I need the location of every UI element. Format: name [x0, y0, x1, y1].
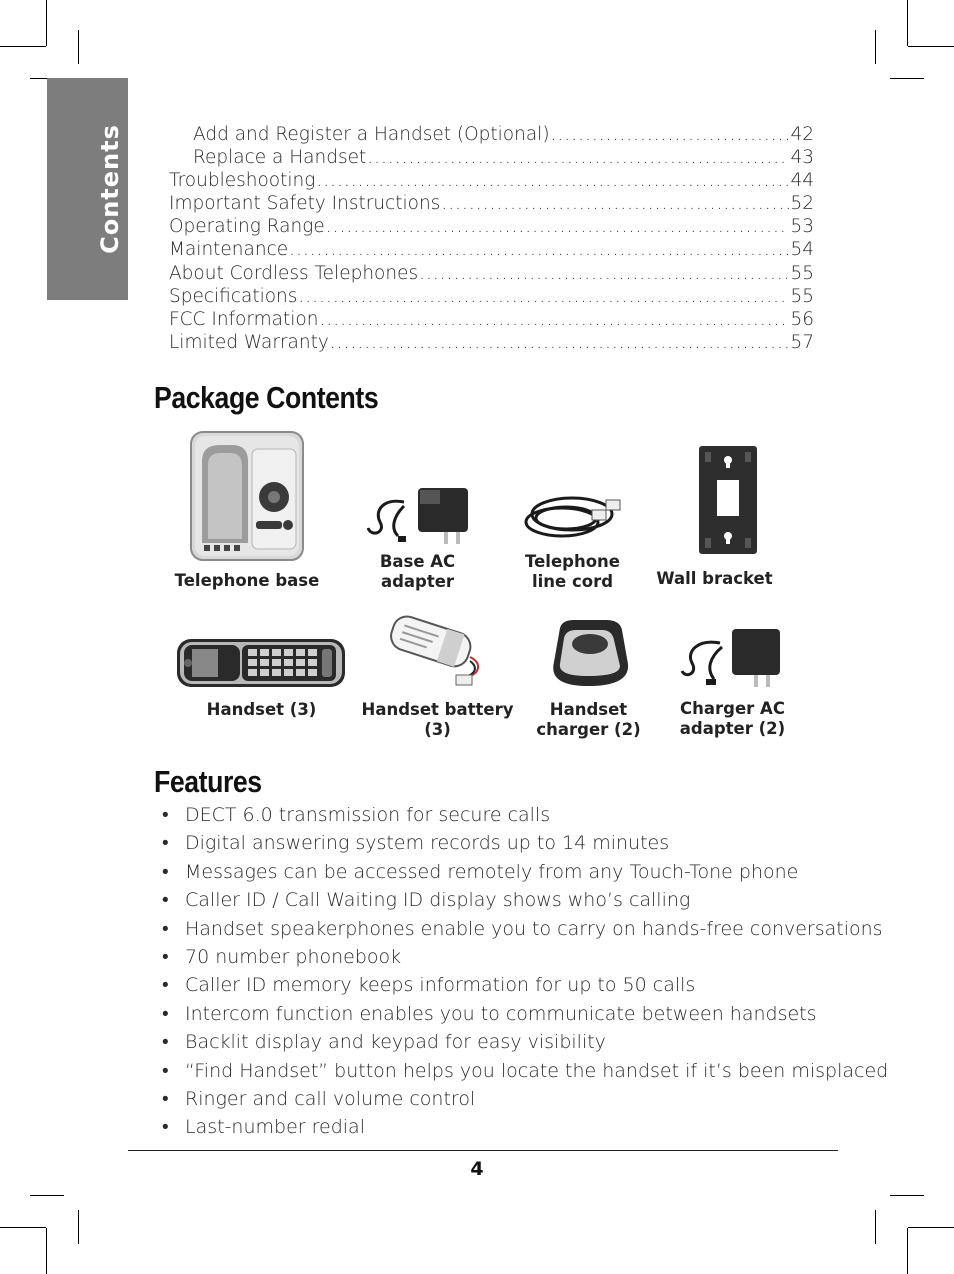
crop-mark — [30, 1195, 64, 1196]
toc-leader-dots — [367, 147, 789, 168]
toc-entry-title: Operating Range — [169, 216, 325, 238]
telephone-line-cord-label: Telephone line cord — [525, 552, 620, 591]
features-heading: Features — [154, 764, 262, 799]
toc-entry — [169, 263, 814, 286]
toc-entry-title: Add and Register a Handset (Optional) — [193, 124, 550, 145]
crop-mark — [78, 1210, 79, 1244]
toc-entry — [169, 216, 814, 239]
feature-item: • Handset speakerphones enable you to carry on hands-free conversations — [160, 915, 888, 943]
crop-mark — [46, 1228, 47, 1274]
crop-mark — [890, 78, 924, 79]
crop-mark — [908, 46, 954, 47]
toc-entry — [169, 124, 814, 147]
toc-entry — [169, 332, 814, 355]
toc-entry — [169, 170, 814, 193]
toc-entry-page: 56 — [790, 308, 814, 330]
toc-entry-title: Important Safety Instructions — [169, 193, 441, 215]
toc-leader-dots — [419, 263, 789, 284]
feature-item: • Caller ID memory keeps information for up to 50 calls — [160, 971, 888, 999]
handset-charger-image — [546, 616, 630, 694]
feature-item: • DECT 6.0 transmission for secure calls — [160, 801, 888, 829]
toc-entry-title: Limited Warranty — [169, 331, 329, 353]
toc-entry-page: 43 — [790, 147, 814, 169]
toc-entry-title: Specifications — [169, 285, 298, 307]
base-ac-adapter-image — [364, 480, 472, 552]
footer-rule — [128, 1150, 838, 1151]
feature-item: • 70 number phonebook — [160, 943, 888, 971]
toc-entry — [169, 309, 814, 332]
toc-entry-page: 55 — [790, 262, 814, 284]
handset-battery-label: Handset battery (3) — [361, 700, 514, 739]
toc-leader-dots — [316, 170, 789, 191]
package-contents-heading: Package Contents — [154, 380, 379, 415]
toc-entry-page: 53 — [790, 216, 814, 238]
toc-entry — [169, 193, 814, 216]
toc-leader-dots — [289, 239, 789, 260]
telephone-line-cord-image — [522, 486, 624, 548]
crop-mark — [0, 46, 46, 47]
feature-item: • Last-number redial — [160, 1113, 888, 1141]
toc-entry-title: FCC Information — [169, 308, 319, 330]
toc-entry-page: 55 — [790, 285, 814, 307]
toc-leader-dots — [330, 332, 790, 353]
toc-entry — [169, 286, 814, 309]
page-number: 4 — [470, 1158, 484, 1180]
wall-bracket-label: Wall bracket — [656, 569, 773, 588]
base-ac-adapter-label: Base AC adapter — [379, 552, 456, 591]
toc-entry-title: Replace a Handset — [193, 147, 367, 169]
feature-item: • “Find Handset” button helps you locate the handset if it’s been misplaced — [160, 1057, 888, 1085]
toc-entry-page: 54 — [790, 239, 814, 261]
feature-item: • Ringer and call volume control — [160, 1085, 888, 1113]
toc-entry — [169, 147, 814, 170]
toc-entry — [169, 239, 814, 262]
crop-mark — [875, 1210, 876, 1244]
wall-bracket-image — [697, 444, 759, 560]
crop-mark — [875, 30, 876, 64]
handset-battery-image — [386, 613, 490, 693]
charger-ac-adapter-label: Charger AC adapter (2) — [679, 699, 786, 738]
handset-label: Handset (3) — [206, 700, 317, 719]
feature-item: • Digital answering system records up to 14 minutes — [160, 829, 888, 857]
toc-entry-title: About Cordless Telephones — [169, 262, 419, 284]
toc-leader-dots — [551, 124, 790, 145]
crop-mark — [907, 0, 908, 46]
telephone-base-label: Telephone base — [174, 571, 320, 590]
toc-entry-page: 44 — [790, 170, 814, 192]
toc-entry-title: Maintenance — [169, 239, 289, 261]
toc-leader-dots — [441, 193, 789, 214]
toc-leader-dots — [298, 286, 789, 307]
crop-mark — [78, 30, 79, 64]
charger-ac-adapter-image — [680, 625, 784, 695]
crop-mark — [890, 1195, 924, 1196]
features-list — [160, 801, 888, 1142]
toc-entry-title: Troubleshooting — [169, 170, 316, 192]
table-of-contents — [169, 124, 814, 355]
crop-mark — [0, 1227, 46, 1228]
toc-leader-dots — [326, 216, 790, 237]
crop-mark — [46, 0, 47, 46]
telephone-base-image — [190, 431, 304, 565]
feature-item: • Messages can be accessed remotely from any Touch-Tone phone — [160, 858, 888, 886]
toc-entry-page: 57 — [790, 331, 814, 353]
handset-image — [176, 637, 346, 693]
side-tab-label: Contents — [96, 124, 124, 254]
toc-leader-dots — [319, 309, 789, 330]
crop-mark — [908, 1227, 954, 1228]
toc-entry-page: 52 — [790, 193, 814, 215]
feature-item: • Backlit display and keypad for easy visibility — [160, 1028, 888, 1056]
crop-mark — [907, 1228, 908, 1274]
handset-charger-label: Handset charger (2) — [536, 700, 641, 739]
feature-item: • Intercom function enables you to communicate between handsets — [160, 1000, 888, 1028]
feature-item: • Caller ID / Call Waiting ID display shows who’s calling — [160, 886, 888, 914]
toc-entry-page: 42 — [790, 124, 814, 145]
